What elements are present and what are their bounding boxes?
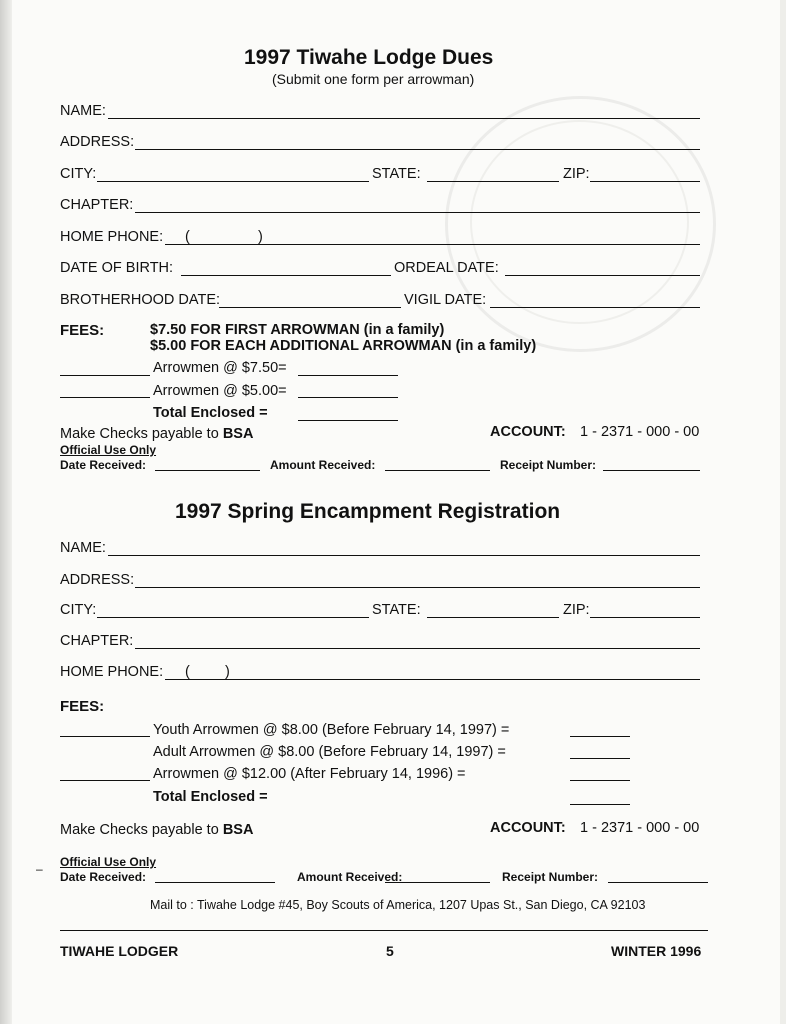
mail-to-address: Mail to : Tiwahe Lodge #45, Boy Scouts of America, 1207 Upas St., San Diego, CA 92103 — [150, 898, 646, 912]
footer-page-number: 5 — [386, 943, 394, 959]
arrowmen-750-amount[interactable] — [298, 375, 398, 376]
spring-amount-received-label: Amount Received: — [297, 870, 403, 884]
vigil-label: VIGIL DATE: — [404, 292, 487, 308]
chapter-field[interactable] — [135, 212, 700, 213]
spring-make-checks-label — [60, 822, 253, 838]
dob-label: DATE OF BIRTH: — [60, 260, 174, 276]
home-phone-field[interactable] — [165, 244, 700, 245]
make-checks-text: Make Checks payable to — [60, 426, 219, 442]
spring-zip-label: ZIP: — [563, 602, 590, 618]
address-field[interactable] — [135, 149, 700, 150]
spring-payee: BSA — [222, 822, 254, 838]
spring-fees-label: FEES: — [60, 698, 105, 715]
dob-field[interactable] — [181, 275, 391, 276]
city-field[interactable] — [97, 181, 369, 182]
after-count[interactable] — [60, 780, 150, 781]
spring-title: 1997 Spring Encampment Registration — [175, 500, 561, 523]
amount-received-label: Amount Received: — [270, 458, 376, 472]
date-received-field[interactable] — [155, 470, 260, 471]
home-phone-label: HOME PHONE: — [60, 229, 164, 245]
footer-divider — [60, 930, 708, 931]
spring-total-field[interactable] — [570, 804, 630, 805]
spring-receipt-number-field[interactable] — [608, 882, 708, 883]
spring-make-checks-text: Make Checks payable to — [60, 822, 219, 838]
amount-received-field[interactable] — [385, 470, 490, 471]
adult-label: Adult Arrowmen @ $8.00 (Before February 14, 1997) = — [153, 744, 506, 760]
spring-account-label: ACCOUNT: — [490, 820, 566, 836]
footer-issue: WINTER 1996 — [611, 943, 702, 959]
spring-phone-paren-open: ( — [185, 664, 190, 680]
spring-account-number: 1 - 2371 - 000 - 00 — [580, 820, 700, 836]
date-received-label: Date Received: — [60, 458, 147, 472]
after-amount[interactable] — [570, 780, 630, 781]
fee-additional: $5.00 FOR EACH ADDITIONAL ARROWMAN (in a family) — [150, 338, 537, 354]
phone-paren-close: ) — [258, 229, 263, 245]
scan-edge — [0, 0, 12, 1024]
city-label: CITY: — [60, 166, 97, 182]
spring-state-label: STATE: — [372, 602, 421, 618]
arrowmen-500-count[interactable] — [60, 397, 150, 398]
youth-count[interactable] — [60, 736, 150, 737]
dues-subtitle: (Submit one form per arrowman) — [272, 71, 475, 87]
account-label: ACCOUNT: — [490, 424, 566, 440]
margin-mark: – — [36, 862, 43, 876]
chapter-label: CHAPTER: — [60, 197, 134, 213]
payee: BSA — [222, 426, 254, 442]
scan-edge-right — [780, 0, 786, 1024]
spring-city-field[interactable] — [97, 617, 369, 618]
arrowmen-750-count[interactable] — [60, 375, 150, 376]
name-label: NAME: — [60, 103, 106, 119]
footer-publication: TIWAHE LODGER — [60, 943, 179, 959]
spring-name-field[interactable] — [108, 555, 700, 556]
ordeal-label: ORDEAL DATE: — [394, 260, 499, 276]
state-field[interactable] — [427, 181, 559, 182]
brotherhood-label: BROTHERHOOD DATE: — [60, 292, 221, 308]
fee-first: $7.50 FOR FIRST ARROWMAN (in a family) — [150, 322, 445, 338]
youth-amount[interactable] — [570, 736, 630, 737]
name-field[interactable] — [108, 118, 700, 119]
spring-phone-paren-close: ) — [225, 664, 230, 680]
vigil-field[interactable] — [490, 307, 700, 308]
spring-address-label: ADDRESS: — [60, 572, 135, 588]
address-label: ADDRESS: — [60, 134, 135, 150]
spring-chapter-field[interactable] — [135, 648, 700, 649]
spring-address-field[interactable] — [135, 587, 700, 588]
arrowmen-500-amount[interactable] — [298, 397, 398, 398]
fees-label: FEES: — [60, 322, 105, 339]
official-use-label: Official Use Only — [60, 443, 157, 457]
receipt-number-label: Receipt Number: — [500, 458, 597, 472]
zip-label: ZIP: — [563, 166, 590, 182]
after-label: Arrowmen @ $12.00 (After February 14, 1996) = — [153, 766, 466, 782]
bleed-through-seal-inner — [470, 120, 689, 324]
spring-city-label: CITY: — [60, 602, 97, 618]
spring-home-phone-field[interactable] — [165, 679, 700, 680]
spring-state-field[interactable] — [427, 617, 559, 618]
spring-date-received-label: Date Received: — [60, 870, 147, 884]
dues-title: 1997 Tiwahe Lodge Dues — [244, 46, 494, 69]
brotherhood-field[interactable] — [219, 307, 401, 308]
spring-zip-field[interactable] — [590, 617, 700, 618]
arrowmen-750-label: Arrowmen @ $7.50= — [153, 360, 287, 376]
total-enclosed-label: Total Enclosed = — [153, 405, 268, 421]
total-enclosed-field[interactable] — [298, 420, 398, 421]
spring-name-label: NAME: — [60, 540, 106, 556]
spring-receipt-number-label: Receipt Number: — [502, 870, 599, 884]
spring-amount-received-field[interactable] — [385, 882, 490, 883]
zip-field[interactable] — [590, 181, 700, 182]
spring-home-phone-label: HOME PHONE: — [60, 664, 164, 680]
account-number: 1 - 2371 - 000 - 00 — [580, 424, 700, 440]
spring-chapter-label: CHAPTER: — [60, 633, 134, 649]
arrowmen-500-label: Arrowmen @ $5.00= — [153, 383, 287, 399]
youth-label: Youth Arrowmen @ $8.00 (Before February 14, 1997) = — [153, 722, 510, 738]
phone-paren-open: ( — [185, 229, 190, 245]
adult-amount[interactable] — [570, 758, 630, 759]
ordeal-field[interactable] — [505, 275, 700, 276]
spring-total-label: Total Enclosed = — [153, 789, 268, 805]
spring-official-use-label: Official Use Only — [60, 855, 157, 869]
state-label: STATE: — [372, 166, 421, 182]
receipt-number-field[interactable] — [603, 470, 700, 471]
make-checks-label — [60, 426, 253, 442]
spring-date-received-field[interactable] — [155, 882, 275, 883]
